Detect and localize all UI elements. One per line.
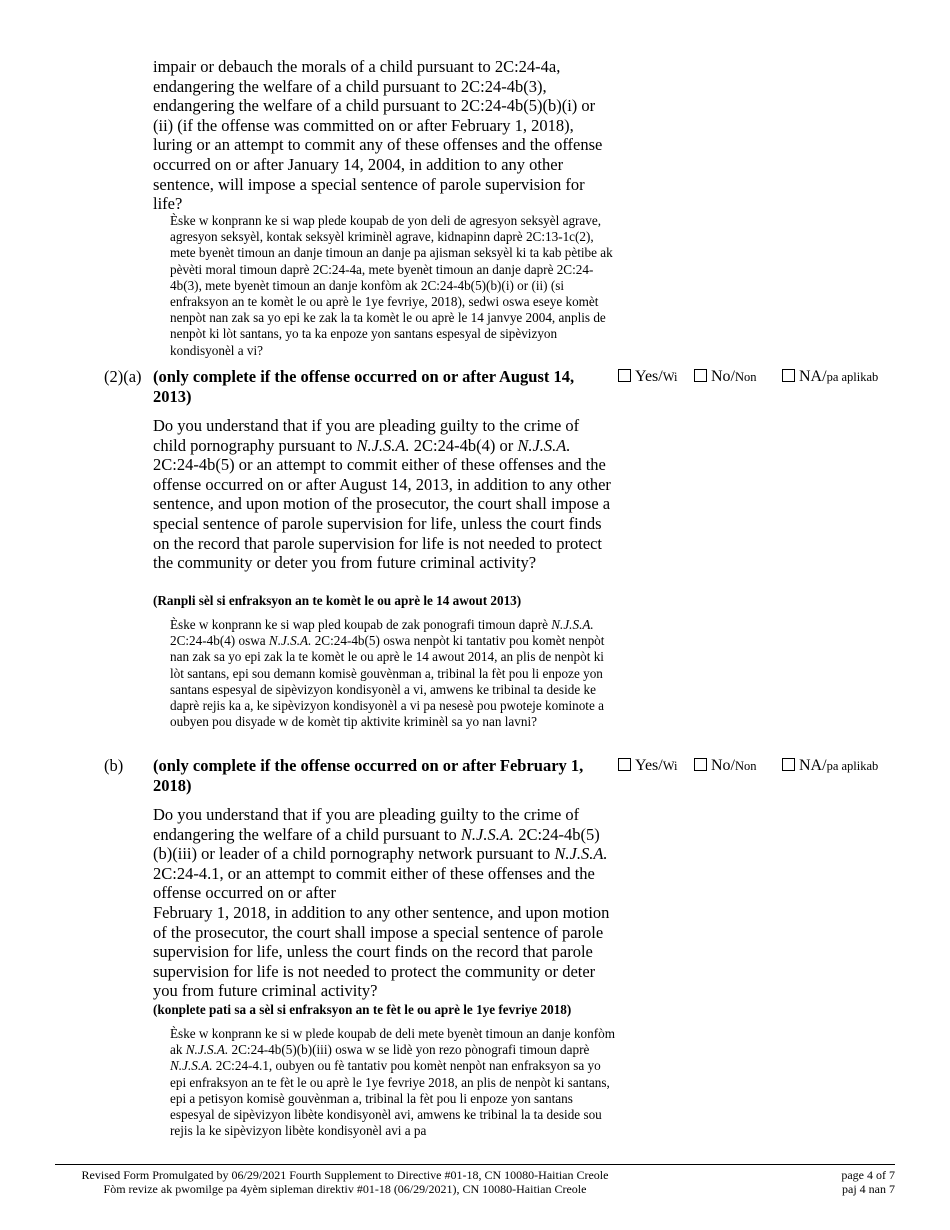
intro-question-english: impair or debauch the morals of a child pursuant to 2C:24-4a, endangering the welfare of a child pursuant to 2C:24-4b(3), endangering the welfare of a child pursuant to 2C:24-4b(5)(b)(i) or (ii) (if the offense was committed on or after February 1, 2018), luring or an attempt to commit any of these offenses and the offense occurred on or after January 14, 2004, in addition to any other sentence, will impose a special sentence of parole supervision for life? bbox=[153, 57, 603, 214]
na-option-2a[interactable]: NA/pa aplikab bbox=[782, 367, 878, 387]
question-2a-creole-heading: (Ranpli sèl si enfraksyon an te komèt le ou aprè le 14 awout 2013) bbox=[153, 593, 522, 608]
question-2a-creole: Èske w konprann ke si wap pled koupab de zak ponografi timoun daprè N.J.S.A. 2C:24-4b(4) oswa N.J.S.A. 2C:24-4b(5) oswa nenpòt ki tantativ pou komèt nenpòt nan zak sa yo epi zak la te komèt le ou aprè le 14 awout 2014, an plis de nenpòt ki lòt santans, epi sou demann komisè gouvènman a, tribinal la fèt pou li enpoze yon santans espesyal de sipèvizyon kondisyonèl a vi, amwens ke tribinal ta deside ke daprè rejis ka a, ke sipèvizyon kondisyonèl a vi pa nesesè pou pwoteje kominote a oubyen pou disyade w de komèt tip aktivite kriminèl sa yo nan lavni? bbox=[170, 617, 605, 730]
question-2b-heading: (only complete if the offense occurred on or after February 1, 2018) bbox=[153, 756, 584, 795]
na-option-2b[interactable]: NA/pa aplikab bbox=[782, 756, 878, 776]
intro-question-creole: Èske w konprann ke si wap plede koupab de yon deli de agresyon seksyèl agrave, agresyon seksyèl, kontak seksyèl kriminèl agrave, kidnapinn daprè 2C:13-1c(2), mete byenèt timoun an danje timoun an danje pa ajisman seksyèl ki ta kab pètibe ak pèvèti moral timoun daprè 2C:24-4a, mete byenèt timoun an danje daprè 2C:24-4b(3), mete byenèt timoun an danje konfòm ak 2C:24-4b(5)(b)(i) or (ii) (si enfraksyon an te komèt le ou aprè le 1ye fevriye, 2018), sedwi oswa eseye komèt nenpòt nan zak sa yo epi ke zak la ta komèt le ou aprè le 14 janvye 2004, anplis de nenpòt ki lòt santans, yo ta ka enpoze yon santans espesyal de sipèvizyon kondisyonèl a vi? bbox=[170, 213, 613, 358]
yes-option-2a[interactable]: Yes/Wi bbox=[618, 367, 678, 387]
no-option-2b[interactable]: No/Non bbox=[694, 756, 757, 776]
no-checkbox-2b[interactable] bbox=[694, 758, 707, 771]
na-checkbox-2a[interactable] bbox=[782, 369, 795, 382]
question-2b-creole: Èske w konprann ke si w plede koupab de deli mete byenèt timoun an danje konfòm ak N.J.S.A. 2C:24-4b(5)(b)(iii) oswa w se lidè yon rezo pònografi timoun daprè N.J.S.A. 2C:24-4.1, oubyen ou fè tantativ pou komèt nenpòt nan enfraksyon sa yo epi enfraksyon an te fèt le ou aprè le 1ye fevriye 2018, an plis de nenpòt ki santans, epi a petisyon komisè gouvènman a, tribinal la fèt pou li enpoze yon santans espesyal de sipèvizyon libète kondisyonèl avi, amwens ke tribinal la ta deside sou rejis la ke sipèvizyon libète kondisyonèl avi a pa bbox=[170, 1026, 615, 1139]
no-option-2a[interactable]: No/Non bbox=[694, 367, 757, 387]
question-number-2b: (b) bbox=[104, 756, 124, 775]
yes-checkbox-2a[interactable] bbox=[618, 369, 631, 382]
na-checkbox-2b[interactable] bbox=[782, 758, 795, 771]
no-checkbox-2a[interactable] bbox=[694, 369, 707, 382]
question-2b-english: Do you understand that if you are pleading guilty to the crime of endangering the welfare of a child pursuant to N.J.S.A. 2C:24-4b(5)(b)(iii) or leader of a child pornography network pursuant to N.J.S.A. 2C:24-4.1, or an attempt to commit either of these offenses and the offense occurred on or after February 1, 2018, in addition to any other sentence, and upon motion of the prosecutor, the court shall impose a special sentence of parole supervision for life, unless the court finds on the record that parole supervision for life is not needed to protect the community or deter you from future criminal activity? bbox=[153, 805, 610, 1001]
question-2b-creole-heading: (konplete pati sa a sèl si enfraksyon an te fèt le ou aprè le 1ye fevriye 2018) bbox=[153, 1002, 572, 1017]
question-number-2a: (2)(a) bbox=[104, 367, 142, 386]
question-2a-heading: (only complete if the offense occurred on or after August 14, 2013) bbox=[153, 367, 575, 406]
yes-checkbox-2b[interactable] bbox=[618, 758, 631, 771]
page-number-english: page 4 of 7 bbox=[841, 1168, 895, 1182]
yes-option-2b[interactable]: Yes/Wi bbox=[618, 756, 678, 776]
footer-revision-english: Revised Form Promulgated by 06/29/2021 Fourth Supplement to Directive #01-18, CN 10080-Haitian Creole bbox=[81, 1168, 609, 1182]
page-number-creole: paj 4 nan 7 bbox=[842, 1182, 895, 1196]
footer-revision-creole: Fòm revize ak pwomilge pa 4yèm sipleman direktiv #01-18 (06/29/2021), CN 10080-Haitian Creole bbox=[103, 1182, 587, 1196]
page-footer bbox=[55, 1164, 895, 1196]
question-2a-english: Do you understand that if you are pleading guilty to the crime of child pornography pursuant to N.J.S.A. 2C:24-4b(4) or N.J.S.A. 2C:24-4b(5) or an attempt to commit either of these offenses and the offense occurred on or after August 14, 2013, in addition to any other sentence, and upon motion of the prosecutor, the court shall impose a special sentence of parole supervision for life, unless the court finds on the record that parole supervision for life is not needed to protect the community or deter you from future criminal activity? bbox=[153, 416, 611, 573]
